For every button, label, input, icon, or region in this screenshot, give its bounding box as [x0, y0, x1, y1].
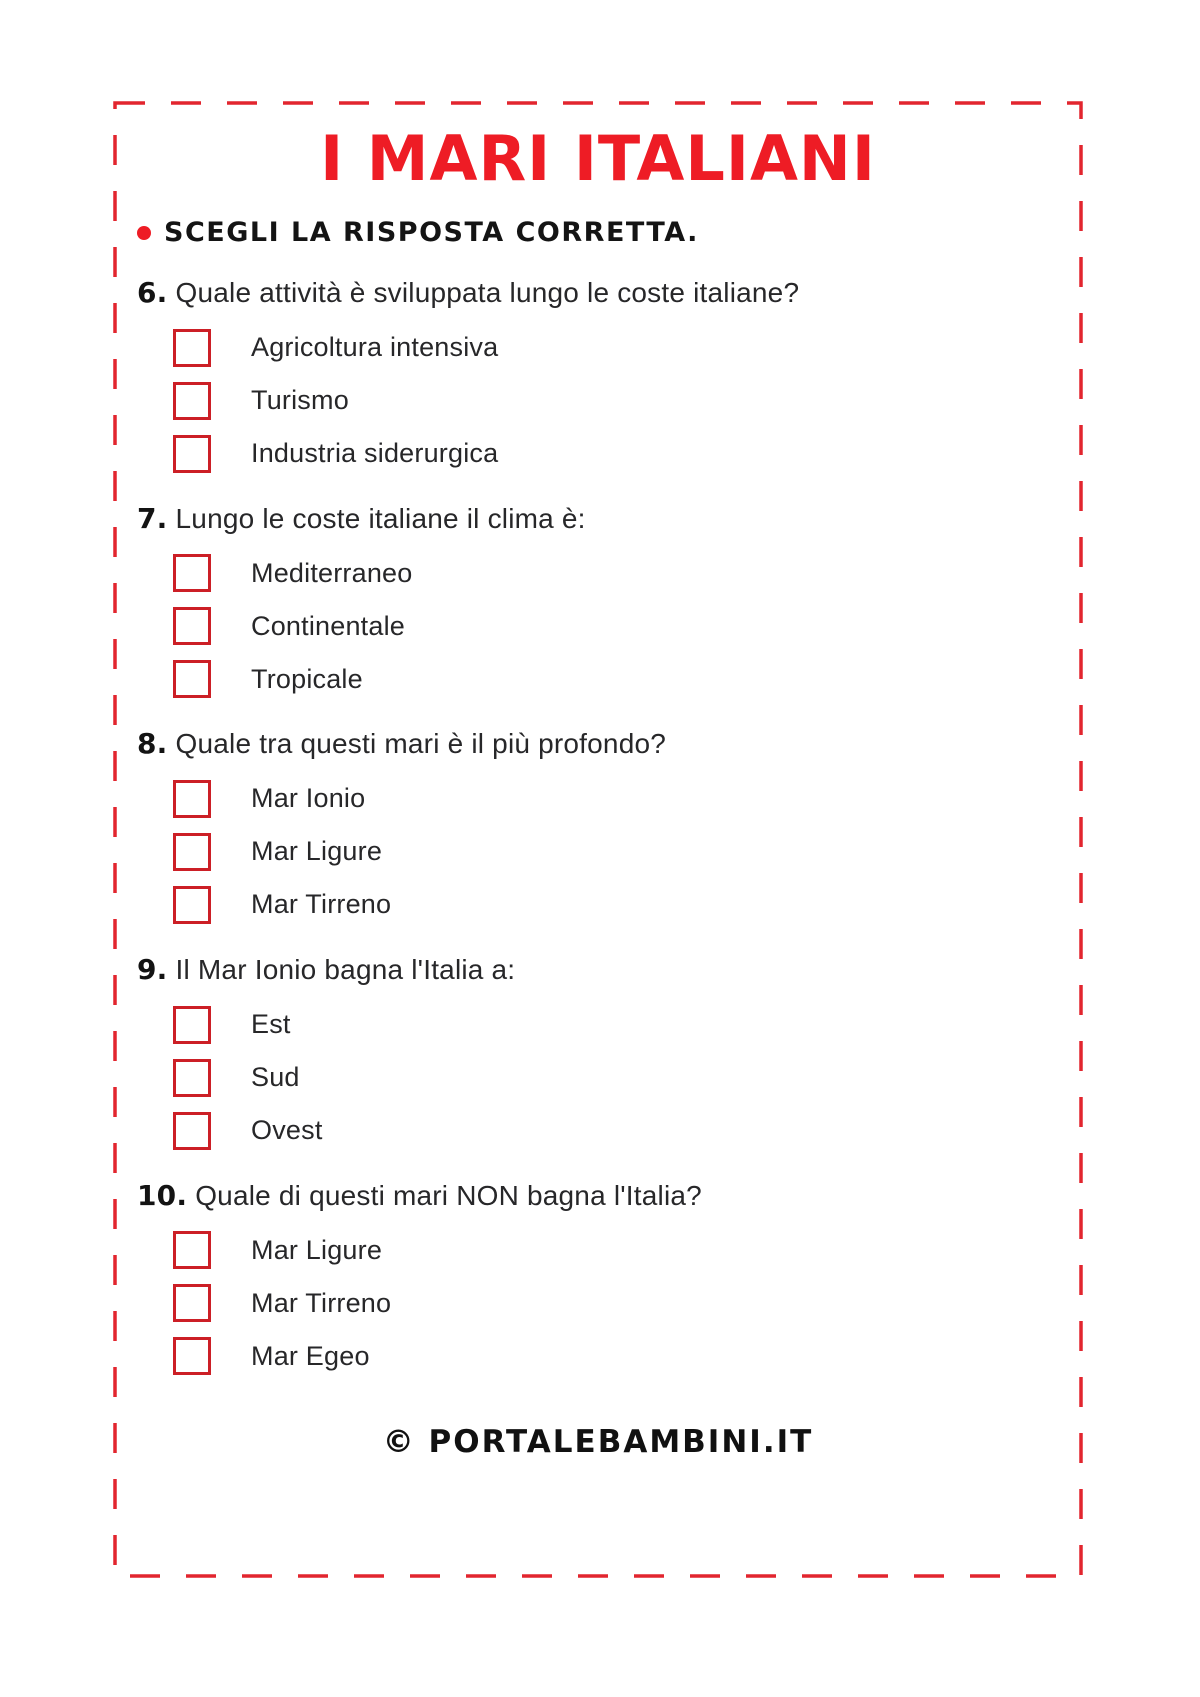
option-label: Turismo: [251, 385, 349, 416]
question-8-options: [173, 779, 1059, 925]
option-row: [173, 1230, 1059, 1270]
answer-checkbox[interactable]: [173, 382, 211, 420]
page-title: I MARI ITALIANI: [320, 122, 876, 195]
question-7-options: [173, 553, 1059, 699]
option-row: [173, 553, 1059, 593]
answer-checkbox[interactable]: [173, 435, 211, 473]
question-6: [137, 276, 1059, 474]
answer-checkbox[interactable]: [173, 780, 211, 818]
option-row: [173, 1336, 1059, 1376]
question-7-text: Lungo le coste italiane il clima è:: [175, 502, 586, 534]
option-row: [173, 328, 1059, 368]
question-8-line: [137, 727, 1059, 761]
question-10-text: Quale di questi mari NON bagna l'Italia?: [195, 1179, 702, 1211]
option-row: [173, 659, 1059, 699]
option-label: Mar Egeo: [251, 1340, 370, 1371]
question-9-line: [137, 953, 1059, 987]
answer-checkbox[interactable]: [173, 833, 211, 871]
worksheet-content: [113, 101, 1083, 1578]
question-7-line: [137, 502, 1059, 536]
question-9-number: 9.: [137, 952, 168, 986]
question-10: [137, 1179, 1059, 1377]
red-bullet-icon: [137, 226, 151, 240]
question-9-text: Il Mar Ionio bagna l'Italia a:: [175, 953, 516, 985]
question-7: [137, 502, 1059, 700]
answer-checkbox[interactable]: [173, 1231, 211, 1269]
question-8-text: Quale tra questi mari è il più profondo?: [175, 728, 667, 760]
answer-checkbox[interactable]: [173, 886, 211, 924]
option-row: [173, 1005, 1059, 1045]
option-row: [173, 1058, 1059, 1098]
option-label: Mar Tirreno: [251, 889, 392, 920]
option-row: [173, 885, 1059, 925]
option-label: Mar Tirreno: [251, 1287, 392, 1318]
footer-credit: © PORTALEBAMBINI.IT: [382, 1424, 814, 1461]
option-label: Mediterraneo: [251, 557, 413, 588]
instruction-text: SCEGLI LA RISPOSTA CORRETTA.: [164, 217, 699, 249]
question-10-number: 10.: [137, 1178, 188, 1212]
question-9: [137, 953, 1059, 1151]
answer-checkbox[interactable]: [173, 1112, 211, 1150]
option-label: Continentale: [251, 610, 406, 641]
option-label: Mar Ionio: [251, 783, 366, 814]
option-row: [173, 779, 1059, 819]
option-label: Sud: [251, 1062, 300, 1093]
answer-checkbox[interactable]: [173, 1006, 211, 1044]
option-label: Ovest: [251, 1115, 323, 1146]
option-row: [173, 606, 1059, 646]
option-label: Mar Ligure: [251, 836, 383, 867]
option-label: Tropicale: [251, 663, 363, 694]
option-row: [173, 832, 1059, 872]
answer-checkbox[interactable]: [173, 329, 211, 367]
question-7-number: 7.: [137, 501, 168, 535]
answer-checkbox[interactable]: [173, 554, 211, 592]
answer-checkbox[interactable]: [173, 1059, 211, 1097]
option-row: [173, 1283, 1059, 1323]
option-label: Mar Ligure: [251, 1234, 383, 1265]
option-row: [173, 1111, 1059, 1151]
question-10-options: [173, 1230, 1059, 1376]
question-6-line: [137, 276, 1059, 310]
answer-checkbox[interactable]: [173, 607, 211, 645]
option-label: Est: [251, 1009, 291, 1040]
option-label: Agricoltura intensiva: [251, 332, 499, 363]
question-6-number: 6.: [137, 276, 168, 310]
option-label: Industria siderurgica: [251, 438, 499, 469]
option-row: [173, 381, 1059, 421]
answer-checkbox[interactable]: [173, 1284, 211, 1322]
question-6-text: Quale attività è sviluppata lungo le coste italiane?: [175, 277, 800, 309]
question-8-number: 8.: [137, 727, 168, 761]
question-10-line: [137, 1179, 1059, 1213]
instruction-row: [137, 217, 1059, 248]
question-6-options: [173, 328, 1059, 474]
question-8: [137, 727, 1059, 925]
option-row: [173, 434, 1059, 474]
question-9-options: [173, 1005, 1059, 1151]
answer-checkbox[interactable]: [173, 660, 211, 698]
answer-checkbox[interactable]: [173, 1337, 211, 1375]
